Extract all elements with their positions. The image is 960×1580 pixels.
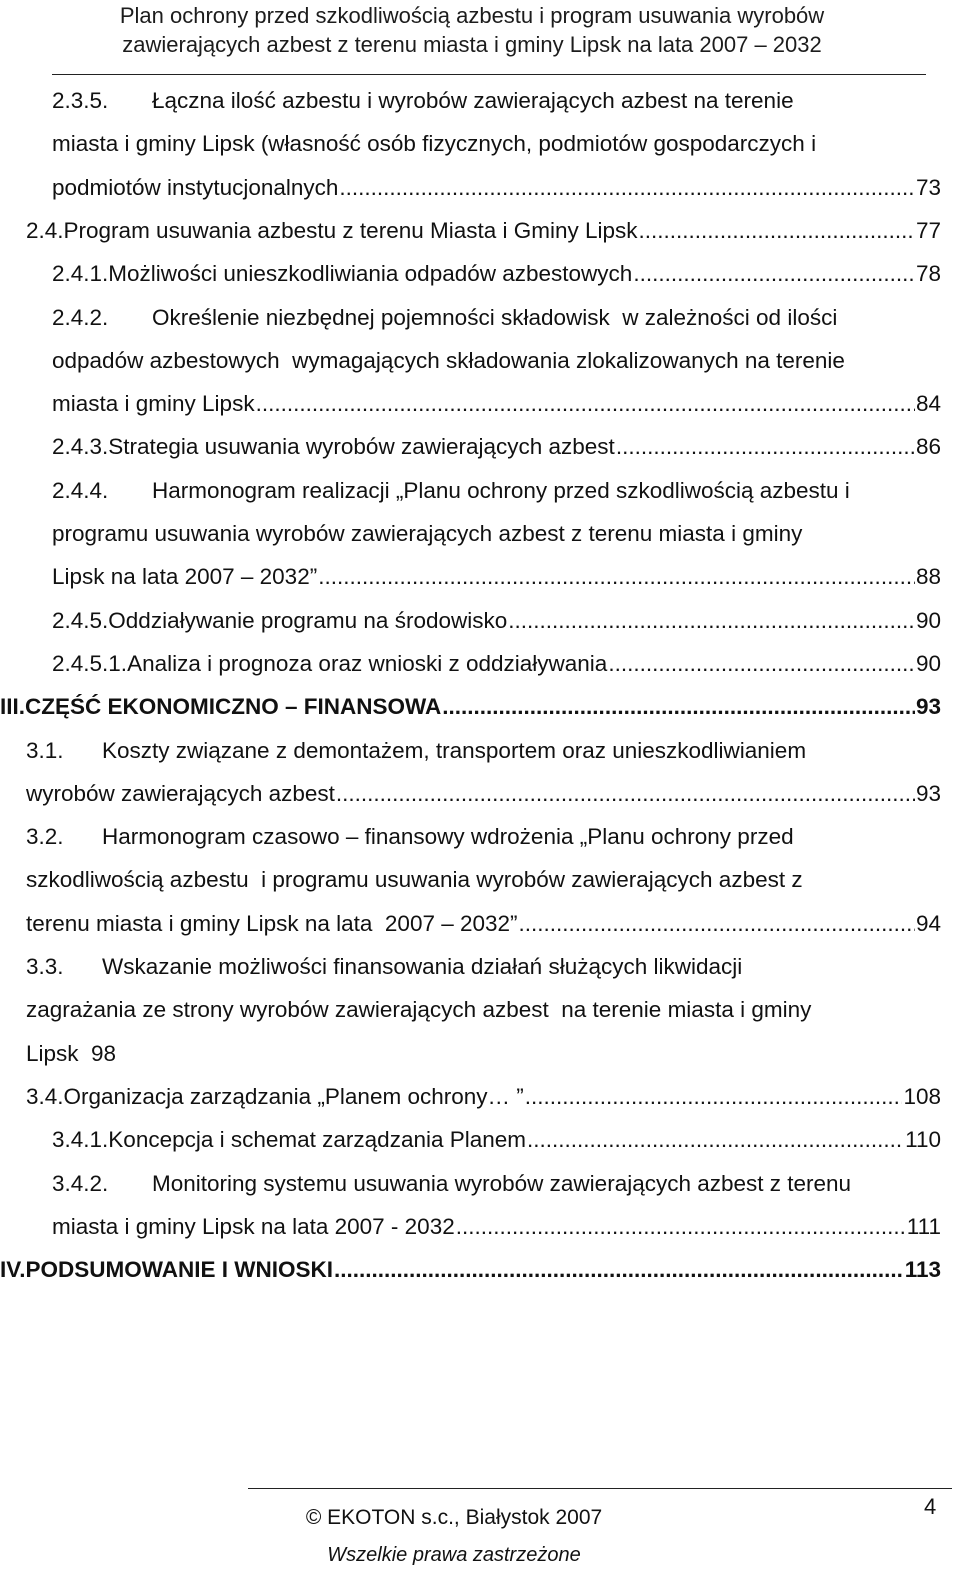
toc-entry-number: III. xyxy=(0,694,26,720)
toc-entry-title: CZĘŚĆ EKONOMICZNO – FINANSOWA xyxy=(25,694,442,720)
toc-entry-title: podmiotów instytucjonalnych xyxy=(52,174,339,200)
header-divider xyxy=(52,74,926,75)
toc-entry xyxy=(52,599,941,642)
toc-entry-number: 2.4.3. xyxy=(52,434,109,460)
toc-entry-number: 2.4. xyxy=(26,217,64,243)
toc-entry-page: 111 xyxy=(906,1213,941,1239)
toc-entry-page: 73 xyxy=(915,174,941,200)
toc-entry xyxy=(52,425,941,468)
toc-entry-title: Analiza i prognoza oraz wnioski z oddziaływania xyxy=(127,650,608,676)
toc-entry-page: 110 xyxy=(905,1127,941,1153)
document-header xyxy=(0,0,944,59)
toc-entry xyxy=(52,382,941,425)
toc-entry-title: Organizacja zarządzania „Planem ochrony… ” xyxy=(63,1083,524,1109)
toc-entry-page: 88 xyxy=(915,564,941,590)
toc-dot-leader xyxy=(616,425,915,468)
toc-entry xyxy=(52,642,941,685)
page-number: 4 xyxy=(924,1494,937,1519)
toc-entry xyxy=(26,858,803,901)
toc-entry-number: 3.1. xyxy=(26,737,64,763)
toc-entry-title: miasta i gminy Lipsk (własność osób fizycznych, podmiotów gospodarczych i xyxy=(52,131,817,157)
toc-entry xyxy=(52,296,837,339)
toc-entry xyxy=(26,1075,941,1118)
toc-entry-title: zagrażania ze strony wyrobów zawierających azbest na terenie miasta i gminy xyxy=(26,997,812,1023)
toc-entry xyxy=(26,729,806,772)
toc-entry-title: Koszty związane z demontażem, transportem oraz unieszkodliwianiem xyxy=(102,737,807,763)
toc-entry-page: 90 xyxy=(915,650,941,676)
toc-entry-page: 90 xyxy=(915,607,941,633)
toc-dot-leader xyxy=(508,599,915,642)
toc-entry-title: wyrobów zawierających azbest xyxy=(26,780,335,806)
toc-entry-number: 2.4.5. xyxy=(52,607,109,633)
toc-entry xyxy=(52,555,941,598)
toc-entry-title: odpadów azbestowych wymagających składowania zlokalizowanych na terenie xyxy=(52,347,845,373)
toc-entry xyxy=(52,252,941,295)
toc-entry xyxy=(26,1032,116,1075)
toc-dot-leader xyxy=(318,555,915,598)
toc-entry-title: Oddziaływanie programu na środowisko xyxy=(108,607,508,633)
toc-entry-number: 3.2. xyxy=(26,824,64,850)
toc-entry-title: Określenie niezbędnej pojemności składowisk w zależności od ilości xyxy=(152,304,838,330)
toc-entry xyxy=(52,1162,851,1205)
toc-entry xyxy=(26,209,941,252)
toc-dot-leader xyxy=(633,252,915,295)
toc-entry-title: Możliwości unieszkodliwiania odpadów azbestowych xyxy=(108,261,633,287)
toc-entry-number: 2.4.1. xyxy=(52,261,109,287)
toc-entry-number: 3.4.2. xyxy=(52,1170,109,1196)
toc-dot-leader xyxy=(639,209,915,252)
toc-entry-page: 108 xyxy=(903,1083,941,1109)
toc-entry xyxy=(26,988,811,1031)
footer-divider xyxy=(248,1488,952,1489)
toc-entry-title: PODSUMOWANIE I WNIOSKI xyxy=(25,1257,333,1283)
toc-entry xyxy=(0,1248,941,1291)
toc-entry xyxy=(52,166,941,209)
toc-entry xyxy=(26,902,941,945)
toc-entry-number: 2.4.5.1. xyxy=(52,650,128,676)
toc-entry-page: 84 xyxy=(915,391,941,417)
toc-entry-title: Strategia usuwania wyrobów zawierających azbest xyxy=(108,434,615,460)
toc-entry-title: Łączna ilość azbestu i wyrobów zawierających azbest na terenie xyxy=(152,88,794,113)
toc-dot-leader xyxy=(519,902,915,945)
toc-entry-page: 86 xyxy=(915,434,941,460)
toc-entry-title: terenu miasta i gminy Lipsk na lata 2007 – 2032” xyxy=(26,910,518,936)
toc-entry-number: 3.4.1. xyxy=(52,1127,109,1153)
toc-entry-page: 94 xyxy=(915,910,941,936)
toc-dot-leader xyxy=(336,772,915,815)
toc-entry-page: 78 xyxy=(915,261,941,287)
toc-entry xyxy=(52,79,794,122)
toc-entry xyxy=(52,1205,941,1248)
toc-entry-title: Koncepcja i schemat zarządzania Planem xyxy=(108,1127,527,1153)
toc-dot-leader xyxy=(256,382,915,425)
toc-entry-number: 2.3.5. xyxy=(52,88,109,113)
toc-dot-leader xyxy=(608,642,915,685)
toc-dot-leader xyxy=(456,1205,906,1248)
toc-entry-title: Wskazanie możliwości finansowania działań służących likwidacji xyxy=(102,954,743,979)
toc-entry-number: 3.3. xyxy=(26,954,64,979)
toc-entry xyxy=(52,469,850,512)
toc-entry-page: 93 xyxy=(915,694,941,720)
header-line-1: Plan ochrony przed szkodliwością azbestu i program usuwania wyrobów xyxy=(119,3,825,28)
toc-entry-title: miasta i gminy Lipsk na lata 2007 - 2032 xyxy=(52,1213,455,1239)
toc-entry-title: Harmonogram czasowo – finansowy wdrożenia „Planu ochrony przed xyxy=(102,824,794,850)
toc-entry-title: Harmonogram realizacji „Planu ochrony przed szkodliwością azbestu i xyxy=(152,477,850,503)
toc-entry-page: 93 xyxy=(915,780,941,806)
toc-entry-number: 2.4.4. xyxy=(52,477,109,503)
toc-dot-leader xyxy=(339,166,915,209)
toc-entry xyxy=(52,339,845,382)
toc-entry xyxy=(0,685,941,728)
toc-entry xyxy=(26,815,794,858)
toc-dot-leader xyxy=(527,1118,904,1161)
toc-entry-number: 3.4. xyxy=(26,1083,64,1109)
toc-entry xyxy=(52,1118,941,1161)
toc-entry-title: Monitoring systemu usuwania wyrobów zawierających azbest z terenu xyxy=(152,1170,852,1196)
toc-entry xyxy=(52,122,816,165)
toc-entry-title: Lipsk na lata 2007 – 2032” xyxy=(52,564,318,590)
toc-entry-title: programu usuwania wyrobów zawierających azbest z terenu miasta i gminy xyxy=(52,521,803,546)
toc-entry-page: 113 xyxy=(904,1257,941,1283)
toc-entry xyxy=(26,772,941,815)
toc-entry-title: szkodliwością azbestu i programu usuwania wyrobów zawierających azbest z xyxy=(26,867,803,893)
footer-copyright: © EKOTON s.c., Białystok 2007 xyxy=(305,1506,603,1529)
footer-rights: Wszelkie prawa zastrzeżone xyxy=(327,1544,581,1566)
toc-entry-title: Lipsk 98 xyxy=(26,1040,117,1066)
toc-entry xyxy=(52,512,802,555)
toc-entry-title: Program usuwania azbestu z terenu Miasta i Gminy Lipsk xyxy=(63,217,638,243)
toc-dot-leader xyxy=(442,685,915,728)
toc-entry-number: IV. xyxy=(0,1257,26,1283)
header-line-2: zawierających azbest z terenu miasta i gminy Lipsk na lata 2007 – 2032 xyxy=(122,32,822,57)
toc-entry-title: miasta i gminy Lipsk xyxy=(52,391,255,417)
toc-dot-leader xyxy=(525,1075,903,1118)
toc-entry xyxy=(26,945,742,988)
toc-dot-leader xyxy=(334,1248,904,1291)
toc-entry-page: 77 xyxy=(915,217,941,243)
toc-entry-number: 2.4.2. xyxy=(52,304,109,330)
